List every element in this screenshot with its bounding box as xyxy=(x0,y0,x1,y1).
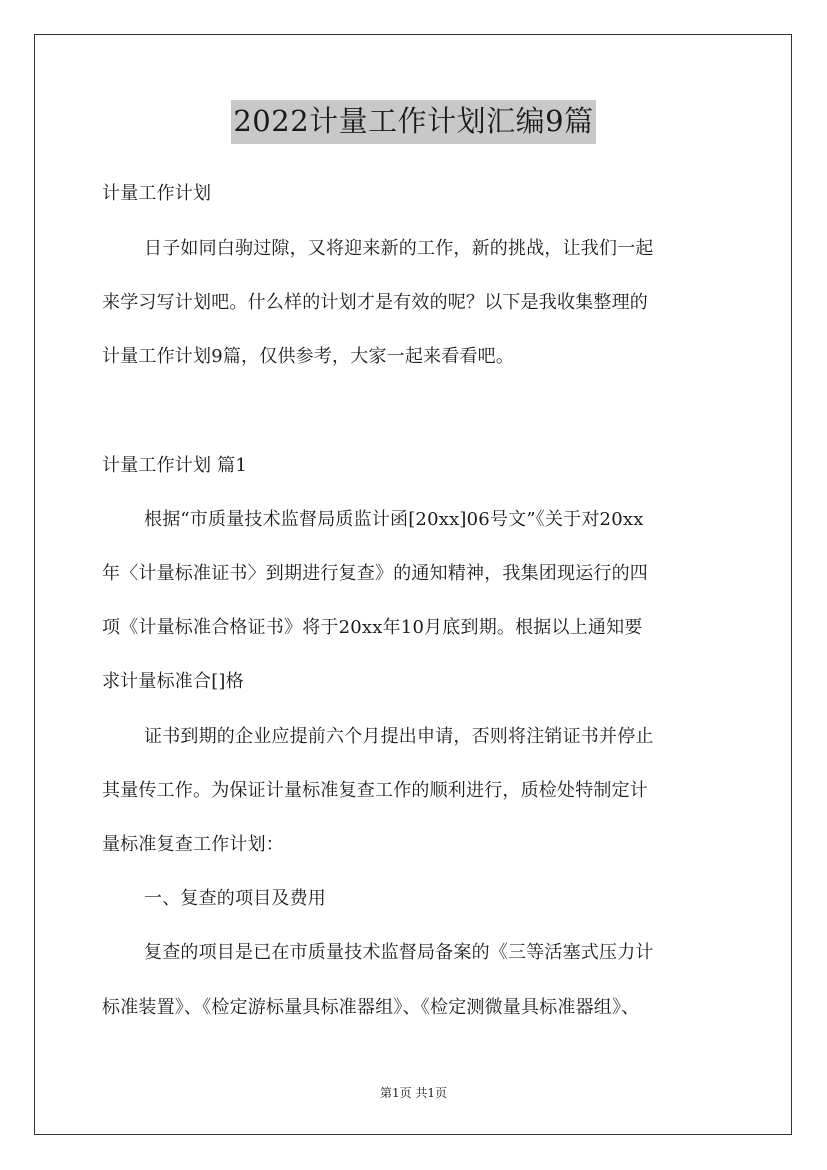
paragraph-line: 项《计量标准合格证书》将于20xx年10月底到期。根据以上通知要 xyxy=(102,617,643,638)
document-title-wrap xyxy=(0,100,827,144)
paragraph-line: 日子如同白驹过隙，又将迎来新的工作，新的挑战，让我们一起 xyxy=(144,238,654,259)
paragraph-line: 求计量标准合[]格 xyxy=(102,671,244,692)
paragraph-line: 量标准复查工作计划： xyxy=(102,834,284,855)
subsection-heading: 一、复查的项目及费用 xyxy=(144,888,326,909)
paragraph-line: 来学习写计划吧。什么样的计划才是有效的呢？以下是我收集整理的 xyxy=(102,292,648,313)
paragraph-line: 标准装置》、《检定游标量具标准器组》、《检定测微量具标准器组》、 xyxy=(102,997,640,1018)
paragraph-line: 根据“市质量技术监督局质监计函[20xx]06号文”《关于对20xx xyxy=(144,509,644,530)
section-heading: 计量工作计划 xyxy=(102,183,212,204)
paragraph-line: 证书到期的企业应提前六个月提出申请，否则将注销证书并停止 xyxy=(144,726,654,747)
paragraph-line: 年〈计量标准证书〉到期进行复查》的通知精神，我集团现运行的四 xyxy=(102,563,648,584)
document-title: 2022计量工作计划汇编9篇 xyxy=(231,100,595,144)
paragraph-line: 复查的项目是已在市质量技术监督局备案的《三等活塞式压力计 xyxy=(144,942,654,963)
paragraph-line: 计量工作计划9篇，仅供参考，大家一起来看看吧。 xyxy=(102,346,515,367)
paragraph-line: 其量传工作。为保证计量标准复查工作的顺利进行，质检处特制定计 xyxy=(102,780,648,801)
section-heading: 计量工作计划 篇1 xyxy=(102,455,247,476)
page-footer: 第1页 共1页 xyxy=(379,1086,448,1100)
